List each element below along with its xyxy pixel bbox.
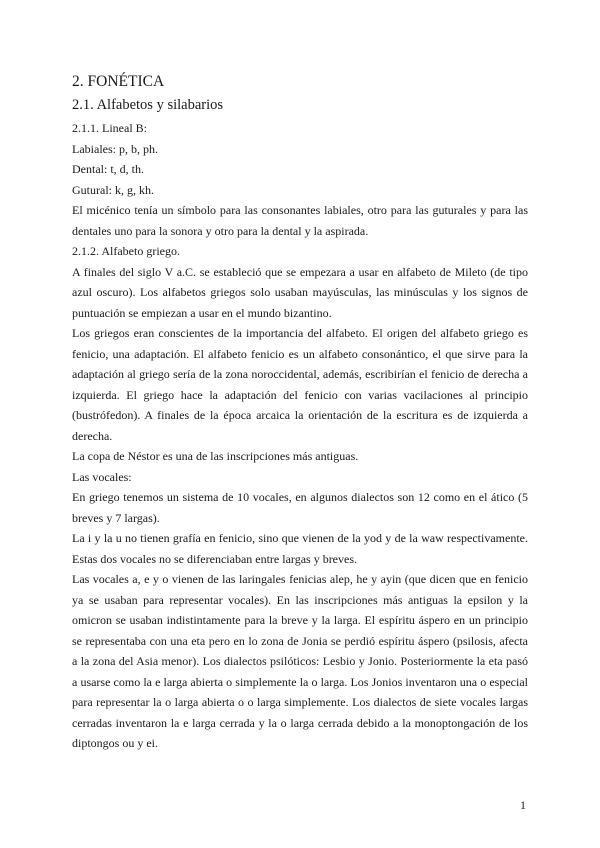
- alfabeto-griego-heading: 2.1.2. Alfabeto griego.: [72, 244, 180, 258]
- sistema-vocales-paragraph: En griego tenemos un sistema de 10 vocales, en algunos dialectos son 12 como en el ático (5 breves y 7 largas).: [72, 490, 528, 525]
- mileto-paragraph: A finales del siglo V a.C. se estableció que se empezara a usar en alfabeto de Mileto (de tipo azul oscuro). Los alfabetos griegos solo usaban mayúsculas, las minúsculas y los signos de puntuación se empiezan a usar en el mundo bizantino.: [72, 264, 528, 320]
- page-number: 1: [520, 798, 526, 812]
- gutural-line: Gutural: k, g, kh.: [72, 182, 154, 197]
- i-u-paragraph: La i y la u no tienen grafía en fenicio, sino que vienen de la yod y de la waw respectivamente. Estas dos vocales no se diferenciaban entre largas y breves.: [72, 531, 528, 566]
- section-heading: 2. FONÉTICA: [72, 73, 165, 90]
- micenico-paragraph: El micénico tenía un símbolo para las consonantes labiales, otro para las guturales y para las dentales uno para la sonora y otro para la dental y la aspirada.: [72, 203, 528, 238]
- a-e-o-paragraph: Las vocales a, e y o vienen de las laringales fenicias alep, he y ayin (que dicen que en fenicio ya se usaban para representar vocales). En las inscripciones más antiguas la epsilon y la omicron se usaban indistintamente para la breve y la larga. El espíritu áspero en un principio se representaba con una eta pero en lo zona de Jonia se perdió espíritu áspero (psilosis, afecta a la zona del Asia menor). Los dialectos psilóticos: Lesbio y Jonio. Posteriormente la eta pasó a usarse como la e larga abierta o simplemente la o larga. Los Jonios inventaron una o especial para representar la o larga abierta o o larga simplemente. Los dialectos de siete vocales largas cerradas inventaron la e larga cerrada y la o larga cerrada debido a la monoptongación de los diptongos ou y ei.: [72, 572, 528, 750]
- labiales-line: Labiales: p, b, ph.: [72, 141, 158, 156]
- subsection-heading: 2.1. Alfabetos y silabarios: [72, 97, 224, 113]
- lineal-b-heading: 2.1.1. Lineal B:: [72, 121, 147, 135]
- vocales-heading: Las vocales:: [72, 469, 132, 484]
- dental-line: Dental: t, d, th.: [72, 162, 144, 176]
- origen-paragraph: Los griegos eran conscientes de la importancia del alfabeto. El origen del alfabeto griego es fenicio, una adaptación. El alfabeto fenicio es un alfabeto consonántico, el que sirve para la adaptación al griego sería de la zona noroccidental, además, escribirían el fenicio de derecha a izquierda. El griego hace la adaptación del fenicio con varias vacilaciones al principio (bustrófedon). A finales de la época arcaica la orientación de la escritura es de izquierda a derecha.: [72, 326, 528, 443]
- nestor-paragraph: La copa de Néstor es una de las inscripciones más antiguas.: [72, 449, 359, 463]
- document-body: [72, 72, 528, 754]
